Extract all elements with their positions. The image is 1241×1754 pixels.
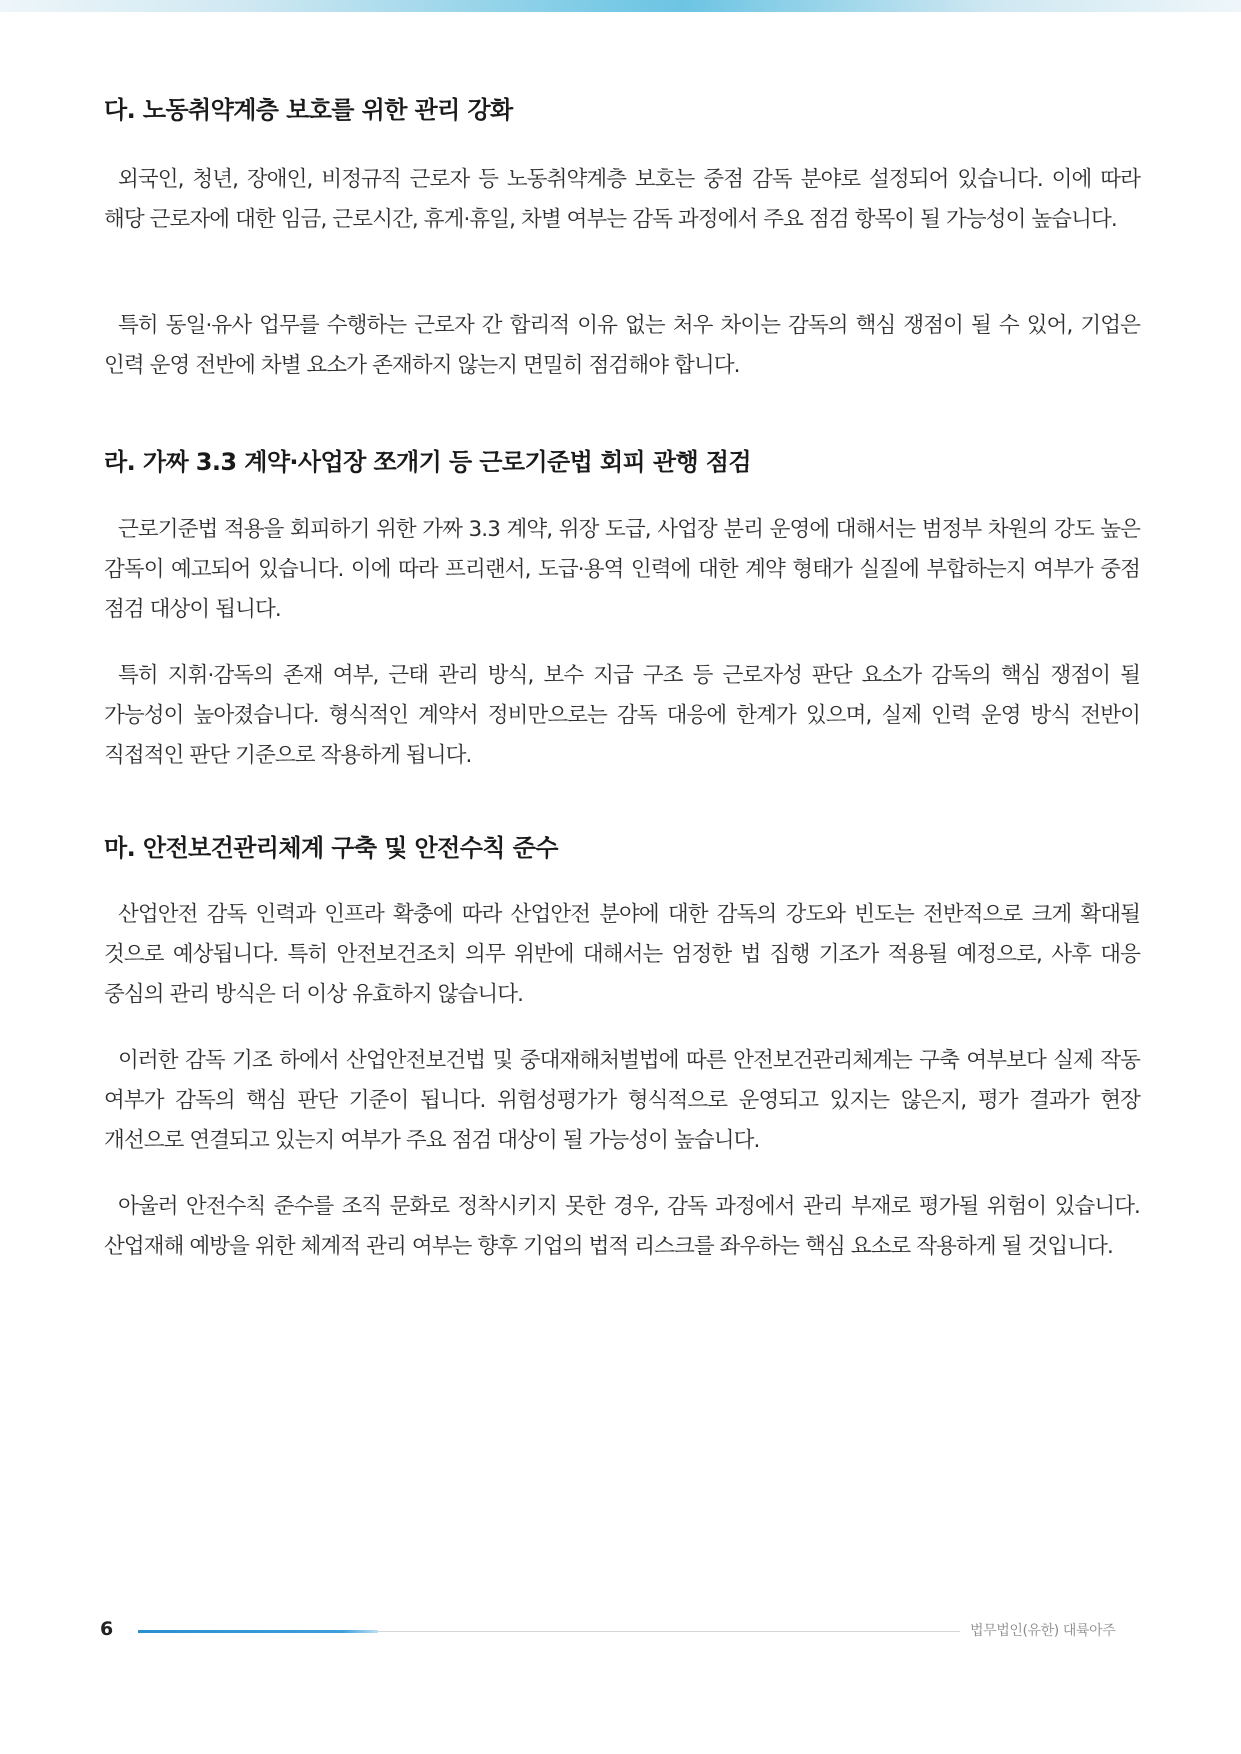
top-decorative-band <box>0 0 1241 12</box>
page-number: 6 <box>100 1618 114 1640</box>
paragraph: 산업안전 감독 인력과 인프라 확충에 따라 산업안전 분야에 대한 감독의 강도와 빈도는 전반적으로 크게 확대될 것으로 예상됩니다. 특히 안전보건조치 의무 위반에 대해서는 엄정한 법 집행 기조가 적용될 예정으로, 사후 대응 중심의 관리 방식은 더 이상 유효하지 않습니다. <box>104 902 1140 1007</box>
paragraph: 특히 동일·유사 업무를 수행하는 근로자 간 합리적 이유 없는 처우 차이는 감독의 핵심 쟁점이 될 수 있어, 기업은 인력 운영 전반에 차별 요소가 존재하지 않는지 면밀히 점검해야 합니다. <box>104 313 1140 378</box>
footer-accent-line <box>138 1630 378 1633</box>
section-title-ma: 마. 안전보건관리체계 구축 및 안전수칙 준수 <box>104 834 558 862</box>
paragraph: 외국인, 청년, 장애인, 비정규직 근로자 등 노동취약계층 보호는 중점 감독 분야로 설정되어 있습니다. 이에 따라 해당 근로자에 대한 임금, 근로시간, 휴게·휴일, 차별 여부는 감독 과정에서 주요 점검 항목이 될 가능성이 높습니다. <box>104 167 1140 232</box>
paragraph: 아울러 안전수칙 준수를 조직 문화로 정착시키지 못한 경우, 감독 과정에서 관리 부재로 평가될 위험이 있습니다. 산업재해 예방을 위한 체계적 관리 여부는 향후 기업의 법적 리스크를 좌우하는 핵심 요소로 작용하게 될 것입니다. <box>104 1194 1140 1259</box>
section-title-da: 다. 노동취약계층 보호를 위한 관리 강화 <box>104 96 513 124</box>
paragraph: 특히 지휘·감독의 존재 여부, 근태 관리 방식, 보수 지급 구조 등 근로자성 판단 요소가 감독의 핵심 쟁점이 될 가능성이 높아졌습니다. 형식적인 계약서 정비만으로는 감독 대응에 한계가 있으며, 실제 인력 운영 방식 전반이 직접적인 판단 기준으로 작용하게 됩니다. <box>104 663 1140 768</box>
paragraph: 이러한 감독 기조 하에서 산업안전보건법 및 중대재해처벌법에 따른 안전보건관리체계는 구축 여부보다 실제 작동 여부가 감독의 핵심 판단 기준이 됩니다. 위험성평가가 형식적으로 운영되고 있지는 않은지, 평가 결과가 현장 개선으로 연결되고 있는지 여부가 주요 점검 대상이 될 가능성이 높습니다. <box>104 1048 1140 1153</box>
paragraph: 근로기준법 적용을 회피하기 위한 가짜 3.3 계약, 위장 도급, 사업장 분리 운영에 대해서는 범정부 차원의 강도 높은 감독이 예고되어 있습니다. 이에 따라 프리랜서, 도급·용역 인력에 대한 계약 형태가 실질에 부합하는지 여부가 중점 점검 대상이 됩니다. <box>104 517 1140 622</box>
section-title-ra: 라. 가짜 3.3 계약·사업장 쪼개기 등 근로기준법 회피 관행 점검 <box>104 448 751 476</box>
page-footer <box>0 1614 1241 1654</box>
firm-name: 법무법인(유한) 대륙아주 <box>970 1623 1116 1639</box>
